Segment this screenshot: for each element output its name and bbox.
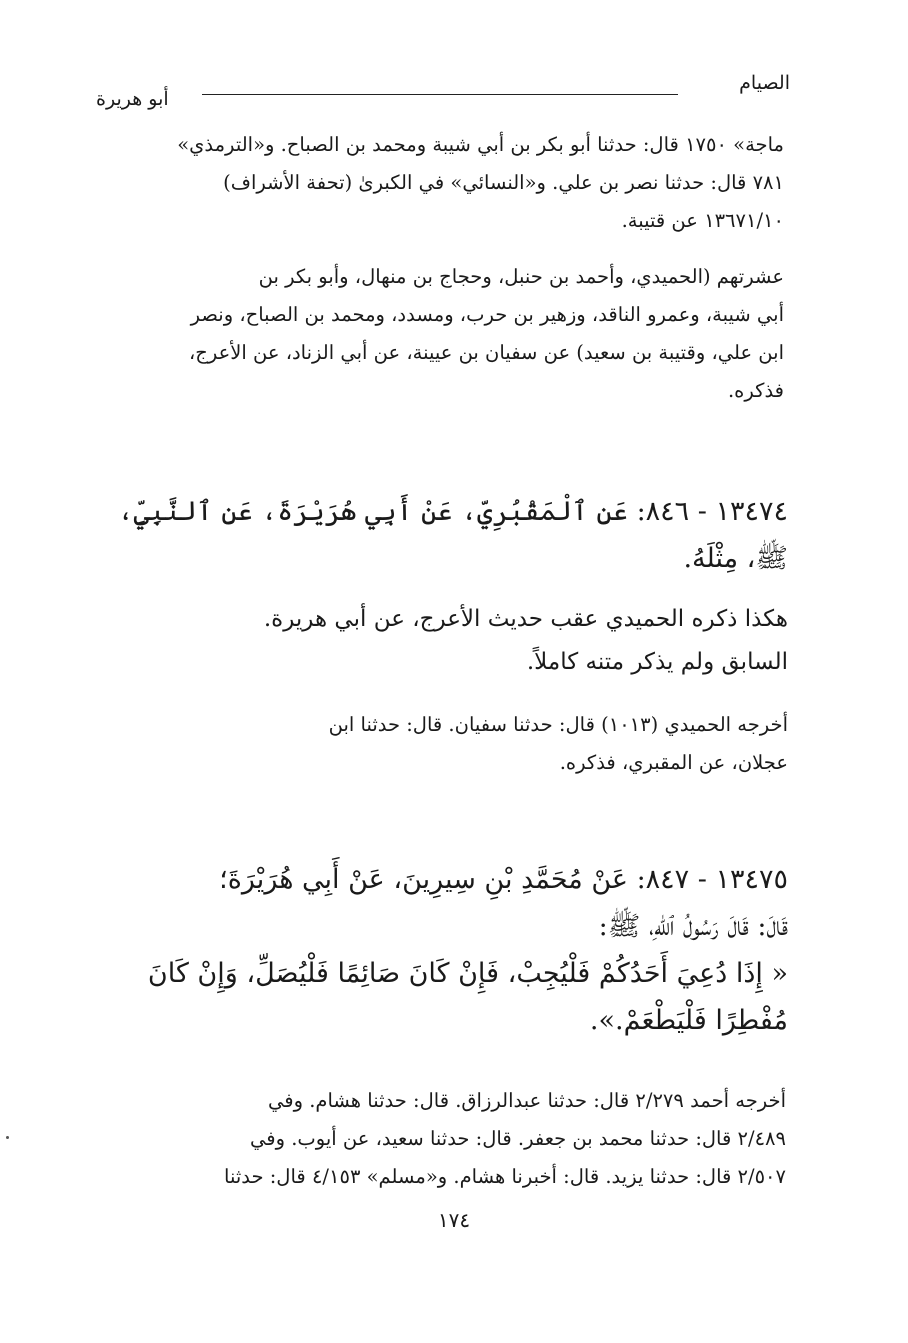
text-line: ابن علي، وقتيبة بن سعيد) عن سفيان بن عيينة، عن أبي الزناد، عن الأعرج،	[189, 341, 784, 364]
text-line: « إِذَا دُعِيَ أَحَدُكُمْ فَلْيُجِبْ، فَإِنْ كَانَ صَائِمًا فَلْيُصَلِّ، وَإِنْ كَانَ	[147, 958, 788, 989]
text-line: ماجة» ١٧٥٠ قال: حدثنا أبو بكر بن أبي شيبة ومحمد بن الصباح. و«الترمذي»	[177, 133, 784, 156]
text-line: ٢/٤٨٩ قال: حدثنا محمد بن جعفر. قال: حدثنا سعيد، عن أيوب. وفي	[250, 1127, 786, 1150]
text-line: أبي شيبة، وعمرو الناقد، وزهير بن حرب، ومسدد، ومحمد بن الصباح، ونصر	[190, 303, 784, 326]
text-line: فذكره.	[727, 379, 784, 402]
text-line: السابق ولم يذكر متنه كاملاً.	[526, 649, 788, 675]
text-line: ١٣٦٧١/١٠ عن قتيبة.	[621, 209, 784, 232]
text-line: هكذا ذكره الحميدي عقب حديث الأعرج، عن أبي هريرة.	[263, 606, 788, 632]
commentary-paragraph	[100, 598, 788, 684]
text-line: ٧٨١ قال: حدثنا نصر بن علي. و«النسائي» في الكبرىٰ (تحفة الأشراف)	[223, 171, 784, 194]
takhrij-paragraph	[108, 706, 788, 782]
text-line: أخرجه الحميدي (١٠١٣) قال: حدثنا سفيان. قال: حدثنا ابن	[328, 713, 788, 736]
text-line: ٢/٥٠٧ قال: حدثنا يزيد. قال: أخبرنا هشام. و«مسلم» ٤/١٥٣ قال: حدثنا	[224, 1165, 786, 1188]
hadith-text	[100, 488, 788, 582]
scan-speck	[6, 1136, 9, 1139]
takhrij-paragraph	[110, 1082, 786, 1196]
text-line: ١٣٤٧٤ - ٨٤٦: عَنِ ٱلْمَقْبُرِيِّ، عَنْ أَبِي هُرَيْرَةَ، عَنِ ٱلنَّبِيِّ،	[117, 496, 788, 527]
text-line: ﷺ، مِثْلَهُ.	[683, 543, 788, 574]
hadith-text	[104, 856, 788, 1044]
takhrij-paragraph	[112, 126, 784, 240]
narrator-name: أبو هريرة	[96, 88, 169, 110]
text-line: ١٣٤٧٥ - ٨٤٧: عَنْ مُحَمَّدِ بْنِ سِيرِينَ، عَنْ أَبِي هُرَيْرَةَ؛	[219, 864, 788, 895]
header-rule	[202, 94, 678, 95]
text-line: عجلان، عن المقبري، فذكره.	[559, 751, 788, 774]
page-number: ١٧٤	[437, 1208, 471, 1232]
text-line: أخرجه أحمد ٢/٢٧٩ قال: حدثنا عبدالرزاق. قال: حدثنا هشام. وفي	[268, 1089, 786, 1112]
narrators-paragraph	[100, 258, 784, 410]
text-line: مُفْطِرًا فَلْيَطْعَمْ.».	[589, 1005, 788, 1036]
text-line: قَالَ: قَالَ رَسُولُ ٱللهِ، ﷺ:	[598, 911, 788, 942]
text-line: عشرتهم (الحميدي، وأحمد بن حنبل، وحجاج بن منهال، وأبو بكر بن	[258, 265, 784, 288]
section-title: الصيام	[739, 72, 790, 94]
running-header	[96, 70, 790, 110]
